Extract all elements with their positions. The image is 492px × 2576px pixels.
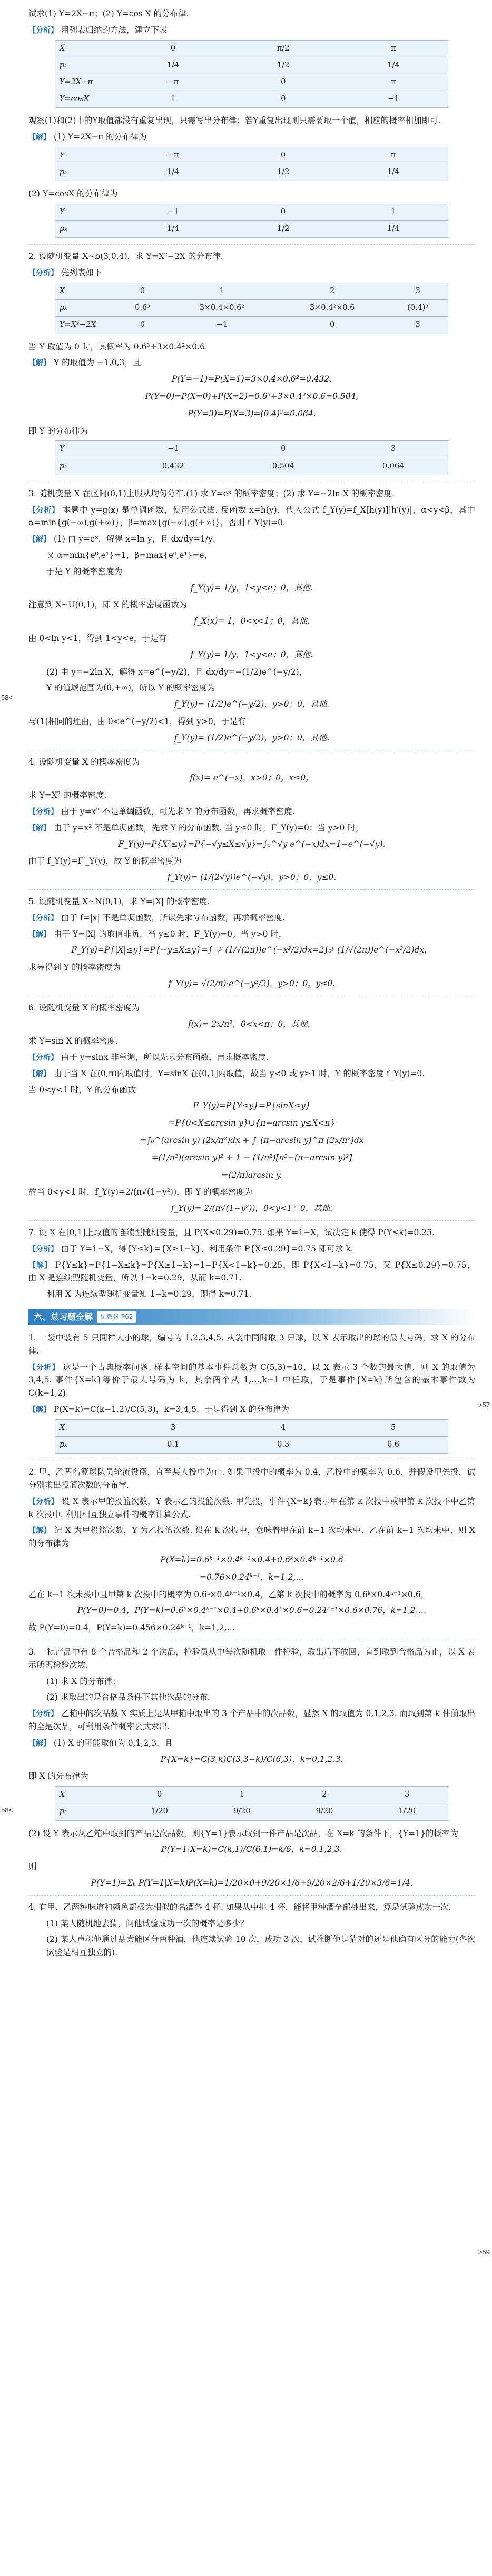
solution-text: 利用 X 为连续型随机变量知 1−k=0.29，即得 k=0.71. (46, 1289, 252, 1299)
solution-tag: 【解】 (28, 1069, 51, 1078)
distribution-table (55, 1786, 448, 1820)
solution-tag: 【解】 (28, 1739, 51, 1748)
table-cell: (0.4)³ (387, 300, 448, 317)
note-text: 由 0<ln y<1，得到 1<y<e，于是有 (28, 633, 166, 643)
question-text: (2) 求取出的是合格品条件下其他次品的分布. (46, 1692, 210, 1702)
solution-tag: 【解】 (28, 1406, 51, 1415)
equation: P(Y=0)=P(X=0)+P(X=2)=0.6³+3×0.4²×0.6=0.504, (145, 392, 359, 402)
solution-tag: 【解】 (28, 1261, 52, 1270)
solution-text: 故 P(Y=0)=0.4，P(Y=k)=0.456×0.24ᵏ⁻¹，k=1,2,… (28, 1623, 235, 1633)
divider (28, 244, 475, 245)
analysis-text: 由于 y=x² 不是单调函数，可先求 Y 的分布函数，再求概率密度. (61, 806, 295, 816)
table-cell: 1/4 (339, 57, 448, 74)
equation: f(x)= 2x/π²，0<x<π；0，其他， (188, 1019, 316, 1029)
table-cell: −π (118, 74, 228, 91)
row-header-cell: X (55, 1787, 118, 1803)
table-row (55, 204, 448, 221)
divider (28, 1220, 475, 1221)
table-cell: −1 (118, 204, 228, 221)
table-cell: 1/2 (228, 221, 338, 238)
question-text: 1. 一袋中装有 5 只同样大小的球，编号为 1,2,3,4,5. 从袋中同时取 3 只球，以 X 表示取出的球的最大号码，求 X 的分布律. (28, 1333, 475, 1356)
table-cell: 0.6³ (118, 300, 167, 317)
table-row (55, 1419, 448, 1436)
solution-text: 由于 Y=|X| 的取值非负，当 y≤0 时，F_Y(y)=0；当 y>0 时， (54, 929, 287, 939)
solution-text: 记 X 为甲投篮次数，Y 为乙投篮次数. 设在 k 次投中，意味着甲在前 k−1 次均未中、乙在前 k−1 次均未中，则 X 的分布律为 (28, 1526, 476, 1549)
note-text: 观察(1)和(2)中的Y取值都没有重复出现，只需写出分布律；若Y重复出现则只需要取一个值，相应的概率相加即可. (28, 116, 441, 126)
table-cell: 0.504 (228, 458, 338, 475)
solution-text: 由于 f_Y(y)=F′_Y(y)，故 Y 的概率密度为 (28, 856, 182, 866)
equation: =0.76×0.24ᵏ⁻¹，k=1,2,… (199, 1572, 304, 1582)
table-cell: 1 (167, 283, 277, 300)
margin-marker: >57 (478, 1401, 490, 1409)
solution-text: 当 0<y<1 时，Y 的分布函数 (28, 1085, 136, 1095)
solution-text: (1) X 的可能取值为 0,1,2,3，且 (54, 1738, 173, 1748)
equation: f_Y(y)= 1/y，1<y<e；0，其他. (190, 583, 313, 593)
question-text: 4. 设随机变量 X 的概率密度为 (28, 757, 140, 767)
table-cell: π (338, 147, 448, 164)
table-cell: 4 (228, 1419, 338, 1436)
table-cell: 1/4 (118, 221, 228, 238)
solution-text: P(X=k)=C(k−1,2)/C(5,3)，k=3,4,5，于是得到 X 的分布律为 (54, 1405, 289, 1415)
question-text: (1) 某人随机地去猜，问他试验成功一次的概率是多少？ (46, 1918, 249, 1928)
table-cell: 1/4 (338, 221, 448, 238)
row-header-cell: pₖ (55, 1803, 118, 1820)
row-header-cell: X (55, 1419, 118, 1436)
analysis-tag: 【分析】 (28, 1710, 58, 1719)
solution-text: 又 α=min{e⁰,e¹}=1，β=max{e⁰,e¹}=e， (46, 550, 213, 560)
table-cell: 2 (283, 1787, 366, 1803)
equation: f_X(x)= 1，0<x<1；0，其他. (194, 616, 310, 626)
table-cell: 3 (118, 1419, 228, 1436)
solution-text: (1) 由 y=eˣ，解得 x=ln y，且 dx/dy=1/y， (54, 534, 221, 544)
distribution-table (55, 1419, 448, 1454)
table-cell: 0 (118, 283, 167, 300)
equation: P(Y=1|X=k)=C(k,1)/C(6,1)=k/6，k=0,1,2,3. (161, 1845, 342, 1855)
solution-text: 由于 y=x² 不是单调函数，先求 Y 的分布函数. 当 y≤0 时，F_Y(y)=0；当 y>0 时， (54, 823, 364, 833)
solution-text: (2) 由 y=−2ln X，解得 x=e^(−y/2)，且 dx/dy=−(1/2)e^(−y/2)， (46, 667, 308, 677)
question-text: 7. 设 X 在[0,1]上取值的连续型随机变量，且 P(X≤0.29)=0.75. 如果 Y=1−X，试决定 k 使得 P(Y≤k)=0.25. (28, 1228, 435, 1238)
table-cell: 3 (338, 441, 448, 458)
table-cell: 3 (366, 1787, 448, 1803)
margin-marker: 58< (1, 694, 13, 701)
note-text: 注意到 X~U(0,1)，即 X 的概率密度函数为 (28, 600, 188, 610)
question-text: 5. 设随机变量 X~N(0,1)，求 Y=|X| 的概率密度. (28, 896, 210, 906)
table-cell: 2 (277, 283, 387, 300)
table-row (55, 1437, 448, 1454)
analysis-text: 本题中 y=g(x) 是单调函数，使用公式法. 反函数 x=h(y)，代入公式 f_Y(y)=f_X[h(y)]|h′(y)|，α<y<β，其中 α=min{g(−∞),g(+∞)}，β=max{g(−∞),g(+∞)}，否则 f_Y(y)=0. (28, 505, 475, 528)
table-cell: 1 (338, 204, 448, 221)
distribution-table (55, 204, 448, 238)
solution-text: 即 X 的分布律为 (28, 1771, 88, 1781)
analysis-text: 由于 y=sinx 非单调，所以先求分布函数，再求概率密度. (61, 1053, 269, 1063)
table-cell: 0 (118, 317, 167, 334)
analysis-tag: 【分析】 (28, 26, 58, 35)
table-row (55, 458, 448, 475)
table-row (55, 441, 448, 458)
table-cell: π (339, 40, 448, 57)
table-cell: 0.6 (338, 1437, 448, 1454)
distribution-table (55, 283, 448, 334)
table-row (55, 57, 448, 74)
solution-text: (2) Y=cosX 的分布律为 (28, 189, 118, 199)
question-text: (1) 求 X 的分布律； (46, 1676, 121, 1686)
table-cell: 0 (228, 441, 338, 458)
analysis-text: 先列表如下 (61, 268, 102, 278)
equation: P(Y=3)=P(X=3)=(0.4)³=0.064. (188, 408, 316, 418)
solution-text: Y 的取值为 −1,0,3，且 (54, 358, 141, 368)
solution-tag: 【解】 (28, 824, 51, 833)
document-body (28, 7, 475, 1962)
analysis-text: 用列表归纳的方法，建立下表 (61, 25, 168, 35)
row-header-cell: pₖ (55, 458, 118, 475)
table-row (55, 221, 448, 238)
equation: =∫₀^(arcsin y) (2x/π²)dx + ∫_(π−arcsin y)^π (2x/π²)dx (140, 1136, 364, 1146)
analysis-text: 由于 Y=1−X，得{Y≤k}={X≥1−k}，利用条件 P{X≤0.29}=0.75 即可求 k. (61, 1244, 353, 1254)
table-cell: 3 (387, 317, 448, 334)
table-row (55, 40, 448, 57)
row-header-cell: Y (55, 204, 118, 221)
row-header-cell: Y=2X−π (55, 74, 118, 91)
distribution-table (55, 440, 448, 475)
equation: =P{0<X≤arcsin y}∪{π−arcsin y≤X<π} (168, 1118, 336, 1128)
table-row (55, 283, 448, 300)
table-cell: 5 (338, 1419, 448, 1436)
row-header-cell: pₖ (55, 221, 118, 238)
solution-text: 乙在 k−1 次未投中且甲第 k 次投中的概率为 0.6ᵏ×0.4ᵏ⁻¹×0.4，乙第 k 次投中的概率为 0.6ᵏ×0.4ᵏ⁻¹×0.6， (28, 1589, 429, 1599)
equation: f_Y(y)= 2/(π√(1−y²))，0<y<1；0，其他. (171, 1204, 333, 1214)
table-cell: 0.064 (338, 458, 448, 475)
table-cell: 1/2 (228, 164, 338, 181)
solution-text: 故当 0<y<1 时，f_Y(y)=2/(π√(1−y²))，即 Y 的概率密度为 (28, 1187, 253, 1197)
equation: F_Y(y)=P{|X|≤y}=P{−y≤X≤y}=∫₋ᵧʸ (1/√(2π))e^(−x²/2)dx=2∫₀ʸ (1/√(2π))e^(−x²/2)dx， (71, 945, 432, 955)
equation: P{X=k}=C(3,k)C(3,3−k)/C(6,3)，k=0,1,2,3. (160, 1754, 343, 1764)
divider (28, 1895, 475, 1896)
margin-marker: >59 (478, 2248, 490, 2256)
equation: =(1/π²)(arcsin y)² + 1 − (1/π²)[π²−(π−arcsin y)²] (151, 1152, 352, 1162)
table-cell: 0.432 (118, 458, 228, 475)
question-text: 2. 设随机变量 X~b(3,0.4)，求 Y=X²−2X 的分布律. (28, 252, 223, 262)
solution-tag: 【解】 (28, 1527, 51, 1536)
equation: f_Y(y)= (1/2)e^(−y/2)，y>0；0，其他. (174, 699, 330, 709)
margin-marker: 58< (1, 1806, 13, 1814)
table-row (55, 1787, 448, 1803)
section-header (28, 1309, 475, 1325)
table-row (55, 1803, 448, 1820)
table-row (55, 147, 448, 164)
row-header-cell: pₖ (55, 300, 118, 317)
solution-tag: 【解】 (28, 930, 51, 939)
table-cell: −1 (118, 441, 228, 458)
table-cell: 0 (228, 204, 338, 221)
equation: P(X=k)=0.6ᵏ⁻¹×0.4ᵏ⁻¹×0.4+0.6ᵏ×0.4ᵏ⁻¹×0.6 (160, 1555, 343, 1565)
question-text: 求 Y=sin X 的概率密度. (28, 1036, 118, 1046)
row-header-cell: X (55, 283, 118, 300)
analysis-text: 设 X 表示甲的投篮次数，Y 表示乙的投篮次数. 甲先投，事件{X=k}表示甲在第 k 次投中或甲第 k 次投不中乙第 k 次投中. 利用相互独立事件的概率计算公式. (28, 1496, 475, 1519)
table-cell: 1/2 (228, 57, 339, 74)
table-cell: −π (118, 147, 228, 164)
table-cell: −1 (167, 317, 277, 334)
table-cell: 0 (228, 147, 338, 164)
distribution-table (55, 147, 448, 181)
row-header-cell: pₖ (55, 1437, 118, 1454)
section-subtitle: 见教材 P62 (97, 1311, 136, 1322)
question-text: 3. 随机变量 X 在区间(0,1)上服从均匀分布.(1) 求 Y=eˣ 的概率密度；(2) 求 Y=−2ln X 的概率密度. (28, 488, 395, 498)
question-text: 2. 甲、乙两名篮球队员轮流投篮，直至某人投中为止. 如果甲投中的概率为 0.4，乙投中的概率为 0.6，并假设甲先投，试分别求出投篮次数的分布律. (28, 1467, 475, 1490)
analysis-text: 这是一个古典概率问题. 样本空间的基本事件总数为 C(5,3)=10，以 X 表示 3 个数的最大值，则 X 的取值为 3,4,5. 事件{X=k}等价于最大号码为 k，其余两个从 1,…,k−1 中任取，于是事件{X=k}所包含的基本事件数为 C(k−1,2). (28, 1362, 476, 1398)
question-text: (2) 某人声称他通过品尝能区分两种酒，他连续试验 10 次，成功 3 次，试推断他是猜对的还是他确有区分的能力(各次试验是相互独立的). (46, 1934, 475, 1958)
equation: f_Y(y)= (1/2)e^(−y/2)，y>0；0，其他. (174, 733, 330, 743)
row-header-cell: Y (55, 147, 118, 164)
row-header-cell: Y=cosX (55, 91, 118, 108)
equation: P(Y=0)=0.4，P(Y=k)=0.6ᵏ×0.4ᵏ⁻¹×0.4+0.6ᵏ×0.4ᵏ×0.6=0.24ᵏ⁻¹×0.6×0.76，k=1,2,… (77, 1606, 427, 1616)
table-cell: 1/4 (338, 164, 448, 181)
solution-tag: 【解】 (28, 359, 51, 368)
table-cell: 3×0.4×0.6² (167, 300, 277, 317)
analysis-tag: 【分析】 (28, 914, 58, 923)
table-cell: 3 (387, 283, 448, 300)
table-cell: 1 (118, 91, 228, 108)
row-header-cell: pₖ (55, 164, 118, 181)
equation: F_Y(y)=P{X²≤y}=P{−√y≤X≤√y}=∫₀^√y e^(−x)dx=1−e^(−√y). (118, 839, 386, 849)
table-row (55, 300, 448, 317)
table-cell: 1 (201, 1787, 283, 1803)
solution-tag: 【解】 (28, 535, 51, 544)
analysis-tag: 【分析】 (28, 807, 58, 816)
question-text: 求 Y=X² 的概率密度. (28, 790, 107, 800)
table-cell: 0 (118, 1787, 201, 1803)
equation: f(x)= e^(−x)，x>0；0，x≤0， (190, 773, 314, 783)
table-cell: π (339, 74, 448, 91)
question-text: 试求(1) Y=2X−π；(2) Y=cos X 的分布律. (28, 9, 189, 18)
equation: f_Y(y)= (1/(2√y))e^(−√y)，y>0；0，y≤0. (167, 873, 337, 883)
table-row (55, 74, 448, 91)
table-cell: 0 (228, 91, 339, 108)
note-text: 当 Y 取值为 0 时，其概率为 0.6³+3×0.4²×0.6. (28, 342, 208, 352)
table-cell: −1 (339, 91, 448, 108)
equation: =(2/π)arcsin y. (221, 1170, 282, 1180)
table-row (55, 317, 448, 334)
solution-text: (2) 设 Y 表示从乙箱中取到的产品是次品数，则{Y=1}表示取到一件产品是次品，在 X=k 的条件下，{Y=1}的概率为 (28, 1828, 458, 1838)
table-cell: 0.1 (118, 1437, 228, 1454)
equation: f_Y(y)= √(2/π)·e^(−y²/2)，y>0；0，y≤0. (168, 978, 336, 988)
row-header-cell: Y (55, 441, 118, 458)
analysis-tag: 【分析】 (28, 1497, 58, 1506)
table-cell: 0.3 (228, 1437, 338, 1454)
question-text: 4. 有甲、乙两种味道和颜色都极为相似的名酒各 4 杯. 如果从中挑 4 杯，能将甲种酒全部挑出来，算是试验成功一次. (28, 1902, 451, 1912)
section-title: 六、总习题全解 (34, 1312, 93, 1322)
analysis-text: 由于 f=|x| 不是单调函数，所以先求分布函数，再求概率密度. (61, 913, 285, 923)
solution-text: 由于当 X 在(0,π)内取值时，Y=sinX 在(0,1]内取值，故当 y<0 或 y≥1 时，Y 的概率密度 f_Y(y)=0. (54, 1068, 425, 1078)
row-header-cell: pₖ (55, 57, 118, 74)
table-cell: 9/20 (283, 1803, 366, 1820)
table-cell: 0 (277, 317, 387, 334)
note-text: 与(1)相同的理由，由 0<e^(−y/2)<1，得到 y>0，于是有 (28, 716, 246, 726)
solution-tag: 【解】 (28, 133, 51, 142)
solution-text: 于是 Y 的概率密度为 (46, 566, 123, 576)
solution-text: 则 (28, 1862, 37, 1872)
analysis-text: 乙箱中的次品数 X 实质上是从甲箱中取出的 3 个产品中的次品数，显然 X 的取值为 0,1,2,3. 而取到第 k 件前取出的全是次品，可利用条件概率公式求出. (28, 1709, 475, 1731)
table-cell: 3×0.4²×0.6 (277, 300, 387, 317)
table-cell: 9/20 (201, 1803, 283, 1820)
table-cell: π/2 (228, 40, 339, 57)
question-text: 3. 一批产品中有 8 个合格品和 2 个次品，检验员从中每次随机取一件检验，取出后不放回，直到取到合格品为止，以 X 表示所需检验次数. (28, 1647, 475, 1670)
analysis-tag: 【分析】 (28, 1054, 58, 1063)
equation: F_Y(y)=P{Y≤y}=P{sinX≤y} (193, 1101, 311, 1111)
solution-text: 即 Y 的分布律为 (28, 426, 88, 436)
table-row (55, 164, 448, 181)
question-text: 6. 设随机变量 X 的概率密度为 (28, 1003, 140, 1013)
equation: P(Y=1)=Σₖ P(Y=1|X=k)P(X=k)=1/20×0+9/20×1/6+9/20×2/6+1/20×3/6=1/4. (91, 1878, 413, 1888)
equation: P(Y=−1)=P(X=1)=3×0.4×0.6²=0.432, (171, 374, 332, 384)
table-cell: 1/20 (118, 1803, 201, 1820)
solution-text: P{Y≤k}=P{1−X≤k}=P{X≥1−k}=1−P{X<1−k}=0.25，即 P{X<1−k}=0.75，又 P{X≤0.29}=0.75，由 X 是连续型随机变量，所以 1−k=0.29，从而 k=0.71. (28, 1260, 476, 1283)
analysis-tag: 【分析】 (28, 1363, 60, 1372)
table-cell: 1/4 (118, 57, 228, 74)
equation: f_Y(y)= 1/y，1<y<e；0，其他. (190, 649, 313, 659)
table-cell: 1/20 (366, 1803, 448, 1820)
table-row (55, 91, 448, 108)
solution-text: (1) Y=2X−π 的分布律为 (54, 132, 147, 142)
divider (28, 889, 475, 890)
table-cell: 0 (228, 74, 339, 91)
analysis-tag: 【分析】 (28, 1245, 58, 1254)
distribution-table (55, 40, 448, 108)
row-header-cell: X (55, 40, 118, 57)
row-header-cell: Y=X²−2X (55, 317, 118, 334)
solution-text: Y 的值域范围为(0,+∞)，所以 Y 的概率密度为 (46, 683, 215, 693)
analysis-tag: 【分析】 (28, 269, 58, 278)
solution-text: 求导得到 Y 的概率密度为 (28, 963, 121, 973)
analysis-tag: 【分析】 (28, 506, 60, 515)
table-cell: 1/4 (118, 164, 228, 181)
table-cell: 0 (118, 40, 228, 57)
